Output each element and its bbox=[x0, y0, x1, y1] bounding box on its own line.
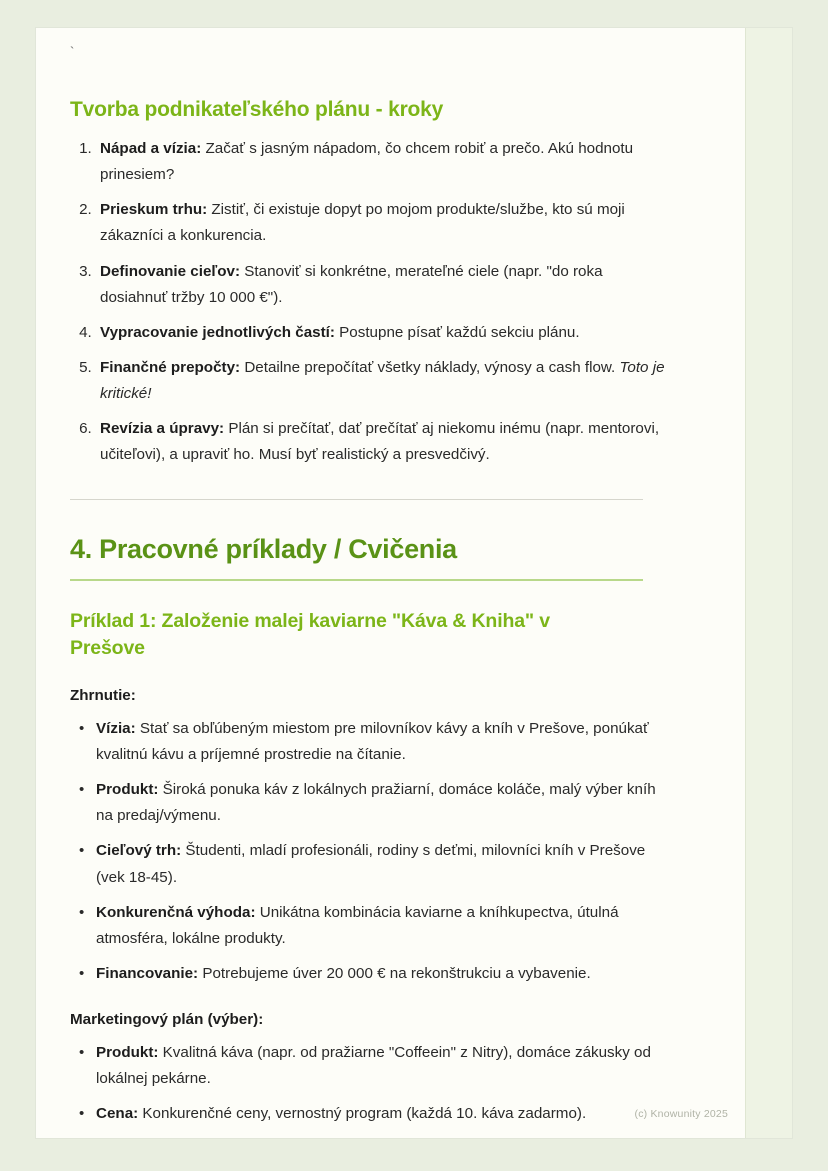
bullet-label: Cena: bbox=[96, 1105, 139, 1123]
bullet-label: Vízia: bbox=[96, 719, 136, 737]
marketing-label: Marketingový plán (výber): bbox=[70, 1011, 264, 1029]
bullet-label: Produkt: bbox=[96, 781, 159, 799]
stray-tick-mark: ` bbox=[70, 44, 75, 59]
list-item bbox=[96, 961, 670, 987]
list-item bbox=[96, 259, 670, 311]
bullet-label: Financovanie: bbox=[96, 965, 199, 983]
footer-copyright: (c) Knowunity 2025 bbox=[634, 1108, 728, 1120]
list-item bbox=[96, 900, 670, 952]
list-item bbox=[96, 838, 670, 890]
list-item bbox=[96, 197, 670, 249]
list-item bbox=[96, 416, 670, 468]
step-label: Definovanie cieľov: bbox=[100, 262, 241, 280]
list-item bbox=[96, 355, 670, 407]
bullet-text: Unikátna kombinácia kaviarne a kníhkupectva, útulná atmosféra, lokálne produkty. bbox=[96, 903, 619, 947]
bullet-text: Študenti, mladí profesionáli, rodiny s deťmi, milovníci kníh v Prešove (vek 18-45). bbox=[96, 842, 646, 886]
list-item bbox=[96, 320, 670, 346]
bullet-label: Cieľový trh: bbox=[96, 842, 182, 860]
step-label: Vypracovanie jednotlivých častí: bbox=[100, 323, 335, 341]
list-item bbox=[96, 136, 670, 188]
step-label: Nápad a vízia: bbox=[100, 140, 202, 157]
summary-bullet-list bbox=[70, 716, 670, 987]
step-label: Finančné prepočty: bbox=[100, 358, 241, 376]
list-item bbox=[96, 716, 670, 768]
step-text: Postupne písať každú sekciu plánu. bbox=[334, 323, 580, 341]
section-divider bbox=[70, 499, 643, 500]
list-item bbox=[96, 1101, 670, 1127]
page-right-margin-band bbox=[745, 28, 792, 1138]
step-text: Zistiť, či existuje dopyt po mojom produkte/službe, kto sú moji zákazníci a konkurencia. bbox=[100, 201, 625, 245]
step-text: Plán si prečítať, dať prečítať aj niekomu inému (napr. mentorovi, učiteľovi), a upraviť ho. Musí byť realistický a presvedčivý. bbox=[100, 420, 660, 464]
marketing-bullet-list bbox=[70, 1040, 670, 1127]
step-text: Detailne prepočítať všetky náklady, výnosy a cash flow. bbox=[240, 358, 620, 376]
summary-label: Zhrnutie: bbox=[70, 686, 136, 704]
bullet-text: Široká ponuka káv z lokálnych pražiarní, domáce koláče, malý výber kníh na predaj/výmenu. bbox=[96, 781, 656, 825]
bullet-label: Konkurenčná výhoda: bbox=[96, 903, 256, 921]
example-heading: Príklad 1: Založenie malej kaviarne "Káva & Kniha" v Prešove bbox=[70, 609, 550, 660]
step-text: Začať s jasným nápadom, čo chcem robiť a prečo. Akú hodnotu prinesiem? bbox=[100, 140, 634, 184]
chapter-heading: 4. Pracovné príklady / Cvičenia bbox=[70, 534, 643, 581]
bullet-text: Potrebujeme úver 20 000 € na rekonštrukciu a vybavenie. bbox=[198, 965, 591, 983]
step-label: Prieskum trhu: bbox=[100, 201, 208, 219]
list-item bbox=[96, 1040, 670, 1092]
step-emphasis: Toto je kritické! bbox=[100, 358, 665, 403]
list-item bbox=[96, 777, 670, 829]
bullet-text: Konkurenčné ceny, vernostný program (každá 10. káva zadarmo). bbox=[138, 1105, 587, 1123]
business-plan-steps-list bbox=[70, 136, 670, 469]
bullet-label: Produkt: bbox=[96, 1044, 159, 1062]
step-text: Stanoviť si konkrétne, merateľné ciele (napr. "do roka dosiahnuť tržby 10 000 €"). bbox=[100, 262, 603, 306]
step-label: Revízia a úpravy: bbox=[100, 420, 225, 438]
document-sheet bbox=[36, 28, 792, 1138]
document-content bbox=[70, 42, 670, 1137]
bullet-text: Stať sa obľúbeným miestom pre milovníkov kávy a kníh v Prešove, ponúkať kvalitnú kávu a príjemné prostredie na čítanie. bbox=[96, 719, 649, 764]
bullet-text: Kvalitná káva (napr. od pražiarne "Coffeein" z Nitry), domáce zákusky od lokálnej pekárne. bbox=[96, 1044, 651, 1088]
section-title-business-plan-steps: Tvorba podnikateľského plánu - kroky bbox=[70, 98, 444, 121]
